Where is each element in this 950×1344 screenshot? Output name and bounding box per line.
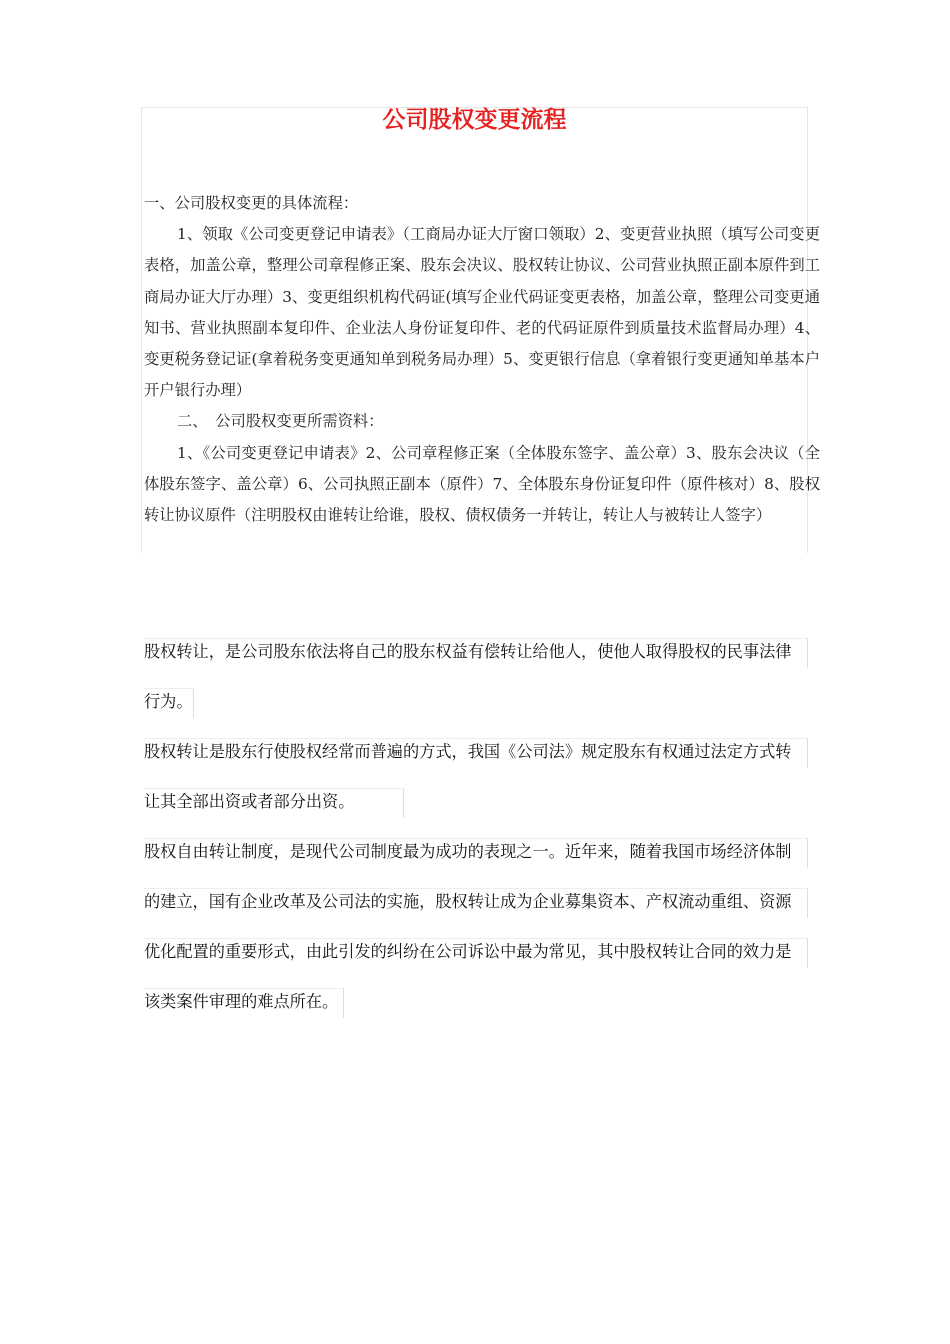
paragraph-line: 行为。 <box>144 692 193 711</box>
paragraph-line: 股权自由转让制度，是现代公司制度最为成功的表现之一。近年来，随着我国市场经济体制 <box>144 842 792 861</box>
paragraph-line: 该类案件审理的难点所在。 <box>144 992 339 1011</box>
paragraph-line: 股权转让，是公司股东依法将自己的股东权益有偿转让给他人，使他人取得股权的民事法律 <box>144 642 792 661</box>
section1-heading: 一、公司股权变更的具体流程： <box>144 194 359 212</box>
page-title: 公司股权变更流程 <box>382 106 567 133</box>
section1-body: 1、领取《公司变更登记申请表》（工商局办证大厅窗口领取）2、变更营业执照（填写公司变更表格，加盖公章，整理公司章程修正案、股东会决议、股权转让协议、公司营业执照正副本原件到工商局办证大厅办理）3、变更组织机构代码证(填写企业代码证变更表格，加盖公章，整理公司变更通知书、营业执照副本复印件、企业法人身份证复印件、老的代码证原件到质量技术监督局办理）4、变更税务登记证(拿着税务变更通知单到税务局办理）5、变更银行信息（拿着银行变更通知单基本户开户银行办理） <box>144 225 820 400</box>
process-section <box>144 188 820 531</box>
paragraph-line: 的建立，国有企业改革及公司法的实施，股权转让成为企业募集资本、产权流动重组、资源 <box>144 892 792 911</box>
paragraph-line: 股权转让是股东行使股权经常而普遍的方式，我国《公司法》规定股东有权通过法定方式转 <box>144 742 792 761</box>
paragraph-line: 优化配置的重要形式，由此引发的纠纷在公司诉讼中最为常见，其中股权转让合同的效力是 <box>144 942 792 961</box>
paragraph-line: 让其全部出资或者部分出资。 <box>144 792 355 811</box>
section2-heading: 二、 公司股权变更所需资料： <box>177 412 384 431</box>
section2-body: 1、《公司变更登记申请表》2、公司章程修正案（全体股东签字、盖公章）3、股东会决议（全体股东签字、盖公章）6、公司执照正副本（原件）7、全体股东身份证复印件（原件核对）8、股权转让协议原件（注明股权由谁转让给谁，股权、债权债务一并转让，转让人与被转让人签字） <box>144 443 820 525</box>
